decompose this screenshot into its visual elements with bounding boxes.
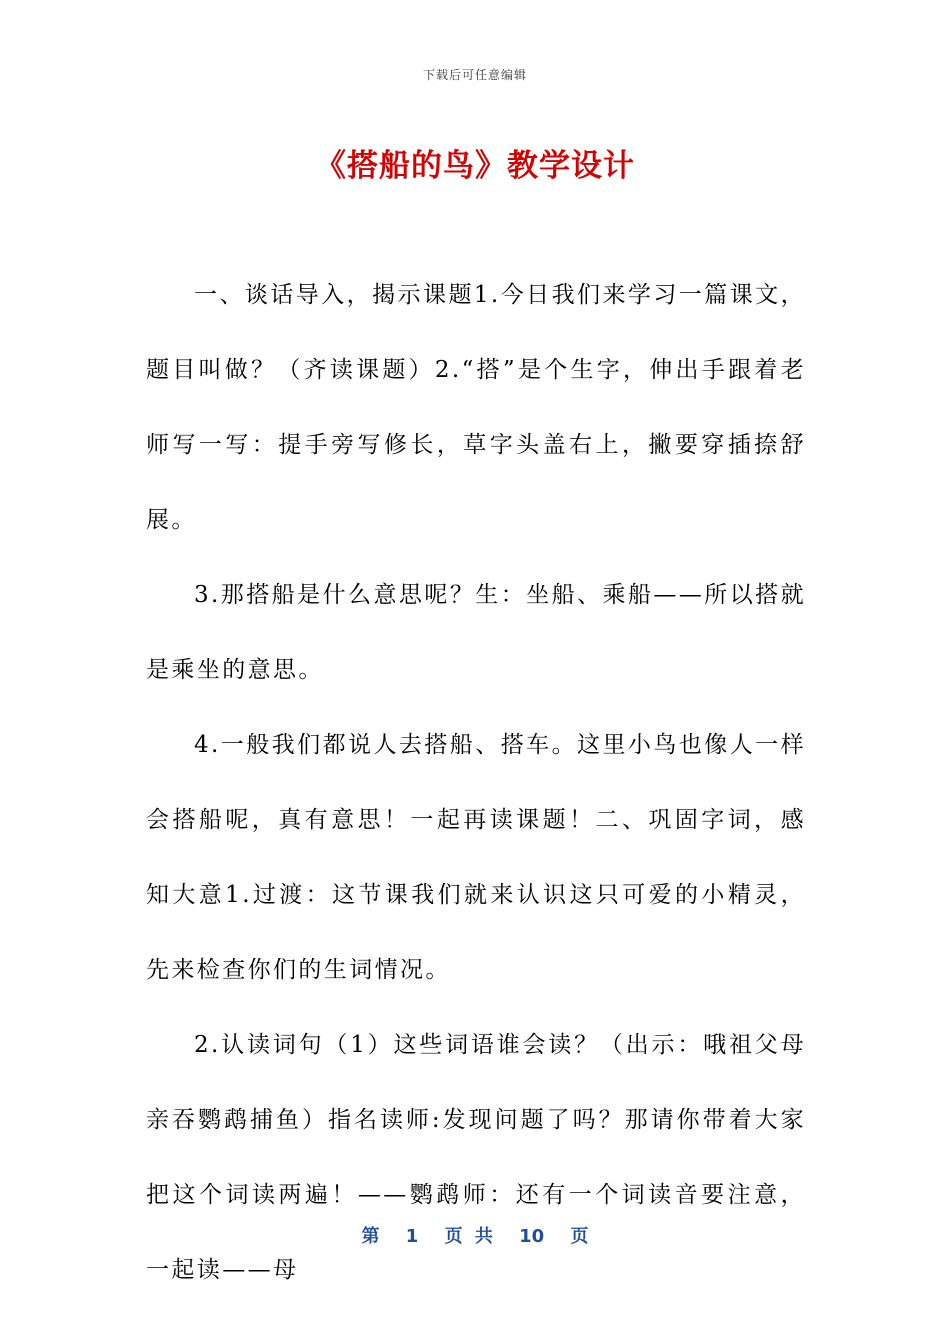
paragraph: 2.认读词句（1）这些词语谁会读？（出示：哦祖父母亲吞鹦鹉捕鱼）指名读师:发现问题了吗？那请你带着大家把这个词读两遍！——鹦鹉师：还有一个词读音要注意，一起读——母 bbox=[146, 1032, 806, 1283]
footer-total-pages: 10 bbox=[519, 1226, 545, 1247]
page-footer bbox=[0, 1222, 950, 1248]
footer-prefix: 第 bbox=[361, 1226, 380, 1247]
document-title: 《搭船的鸟》教学设计 bbox=[315, 148, 635, 184]
document-body bbox=[146, 258, 806, 1308]
footer-suffix: 页 bbox=[570, 1226, 589, 1247]
footer-current-page: 1 bbox=[405, 1226, 419, 1247]
paragraph: 一、谈话导入，揭示课题1.今日我们来学习一篇课文，题目叫做？（齐读课题）2.“搭”是个生字，伸出手跟着老师写一写：提手旁写修长，草字头盖右上，撇要穿插捺舒展。 bbox=[146, 282, 806, 533]
paragraph: 3.那搭船是什么意思呢？生：坐船、乘船——所以搭就是乘坐的意思。 bbox=[146, 582, 806, 683]
header-note: 下载后可任意编辑 bbox=[422, 68, 527, 82]
paragraph: 4.一般我们都说人去搭船、搭车。这里小鸟也像人一样会搭船呢，真有意思！一起再读课题！二、巩固字词，感知大意1.过渡：这节课我们就来认识这只可爱的小精灵，先来检查你们的生词情况。 bbox=[146, 732, 806, 983]
footer-middle: 页 共 bbox=[444, 1226, 493, 1247]
